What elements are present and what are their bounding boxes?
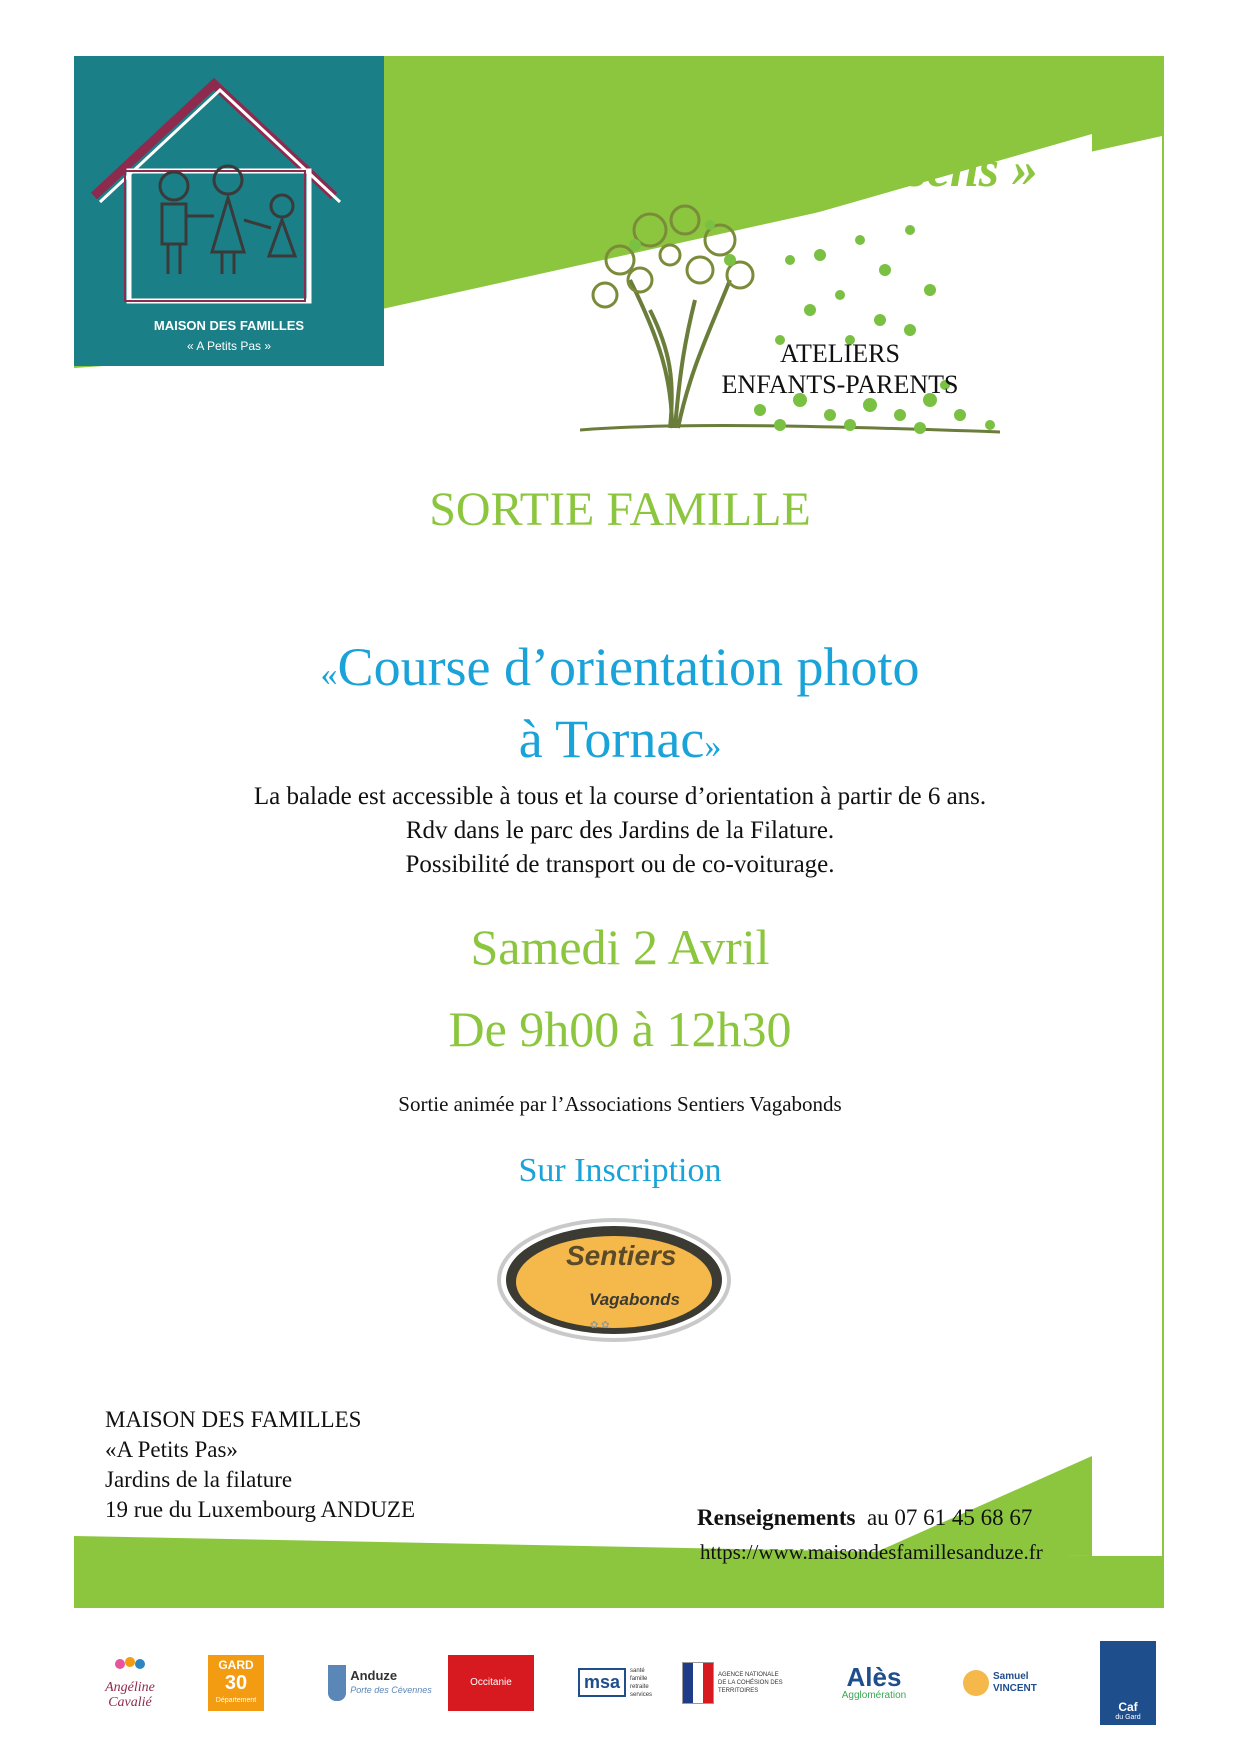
msa-logo: msa santé famille retraite services xyxy=(578,1635,658,1730)
event-hours: De 9h00 à 12h30 xyxy=(448,1001,792,1057)
description-line: Possibilité de transport ou de co-voiturage. xyxy=(405,851,835,878)
event-title-line1 xyxy=(220,636,1020,698)
maison-des-familles-logo xyxy=(74,56,384,366)
address-line: MAISON DES FAMILLES xyxy=(105,1407,362,1432)
footer-address xyxy=(105,1405,545,1525)
description-line: Rdv dans le parc des Jardins de la Filature. xyxy=(405,817,835,844)
sentiers-word: Sentiers xyxy=(566,1240,677,1271)
section-heading: SORTIE FAMILLE xyxy=(429,483,811,536)
address-line: «A Petits Pas» xyxy=(105,1437,238,1462)
event-date: Samedi 2 Avril xyxy=(470,919,770,975)
event-description xyxy=(150,780,1090,882)
sentiers-vagabonds-logo xyxy=(494,1210,734,1360)
phone-number[interactable]: au 07 61 45 68 67 xyxy=(866,1505,1033,1530)
footer-phone xyxy=(697,1505,1117,1531)
caf-logo: Caf du Gard xyxy=(1100,1635,1156,1730)
logo-line1: MAISON DES FAMILLES xyxy=(153,318,305,333)
event-title-line2 xyxy=(220,708,1020,770)
agence-cohesion-territoires-logo: AGENCE NATIONALE DE LA COHÉSION DES TERRITOIRES xyxy=(680,1635,790,1730)
close-quote: » xyxy=(704,728,722,765)
anduze-logo: Anduze Porte des Cévennes xyxy=(325,1635,435,1730)
event-title-text1: Course d’orientation photo xyxy=(337,637,920,697)
address-line: 19 rue du Luxembourg ANDUZE xyxy=(105,1497,416,1522)
address-line: Jardins de la filature xyxy=(105,1467,293,1492)
open-quote: « xyxy=(320,656,338,693)
description-line: La balade est accessible à tous et la course d’orientation à partir de 6 ans. xyxy=(253,783,987,810)
phone-label: Renseignements xyxy=(697,1505,856,1530)
samuel-vincent-logo: Samuel VINCENT xyxy=(958,1635,1058,1730)
tree-illustration xyxy=(580,200,1030,450)
subtitle-line1: ATELIERS xyxy=(780,339,900,368)
people-icon xyxy=(110,1656,150,1680)
svg-text:✿ ✿: ✿ ✿ xyxy=(590,1320,610,1331)
animated-by: Sortie animée par l’Associations Sentiers Vagabonds xyxy=(398,1092,842,1116)
flag-icon xyxy=(682,1662,714,1704)
ales-agglomeration-logo: Alès Agglomération xyxy=(841,1662,907,1701)
logo-line2: « A Petits Pas » xyxy=(186,339,272,353)
vagabonds-word: Vagabonds xyxy=(589,1290,680,1309)
sun-icon xyxy=(963,1670,989,1696)
subtitle-line2: ENFANTS-PARENTS xyxy=(721,370,959,399)
event-title-text2: à Tornac xyxy=(518,709,705,769)
registration-note: Sur Inscription xyxy=(518,1152,722,1189)
gard-logo: GARD 30 Département xyxy=(208,1635,264,1730)
page-title: « Graines de sens » xyxy=(621,141,1039,198)
footer-url[interactable]: https://www.maisondesfamillesanduze.fr xyxy=(700,1540,1043,1564)
header-subtitle xyxy=(650,338,1030,400)
shield-icon xyxy=(328,1665,346,1701)
occitanie-logo: Occitanie xyxy=(448,1635,534,1730)
angeline-cavalie-logo: Angéline Cavalié xyxy=(80,1635,180,1730)
